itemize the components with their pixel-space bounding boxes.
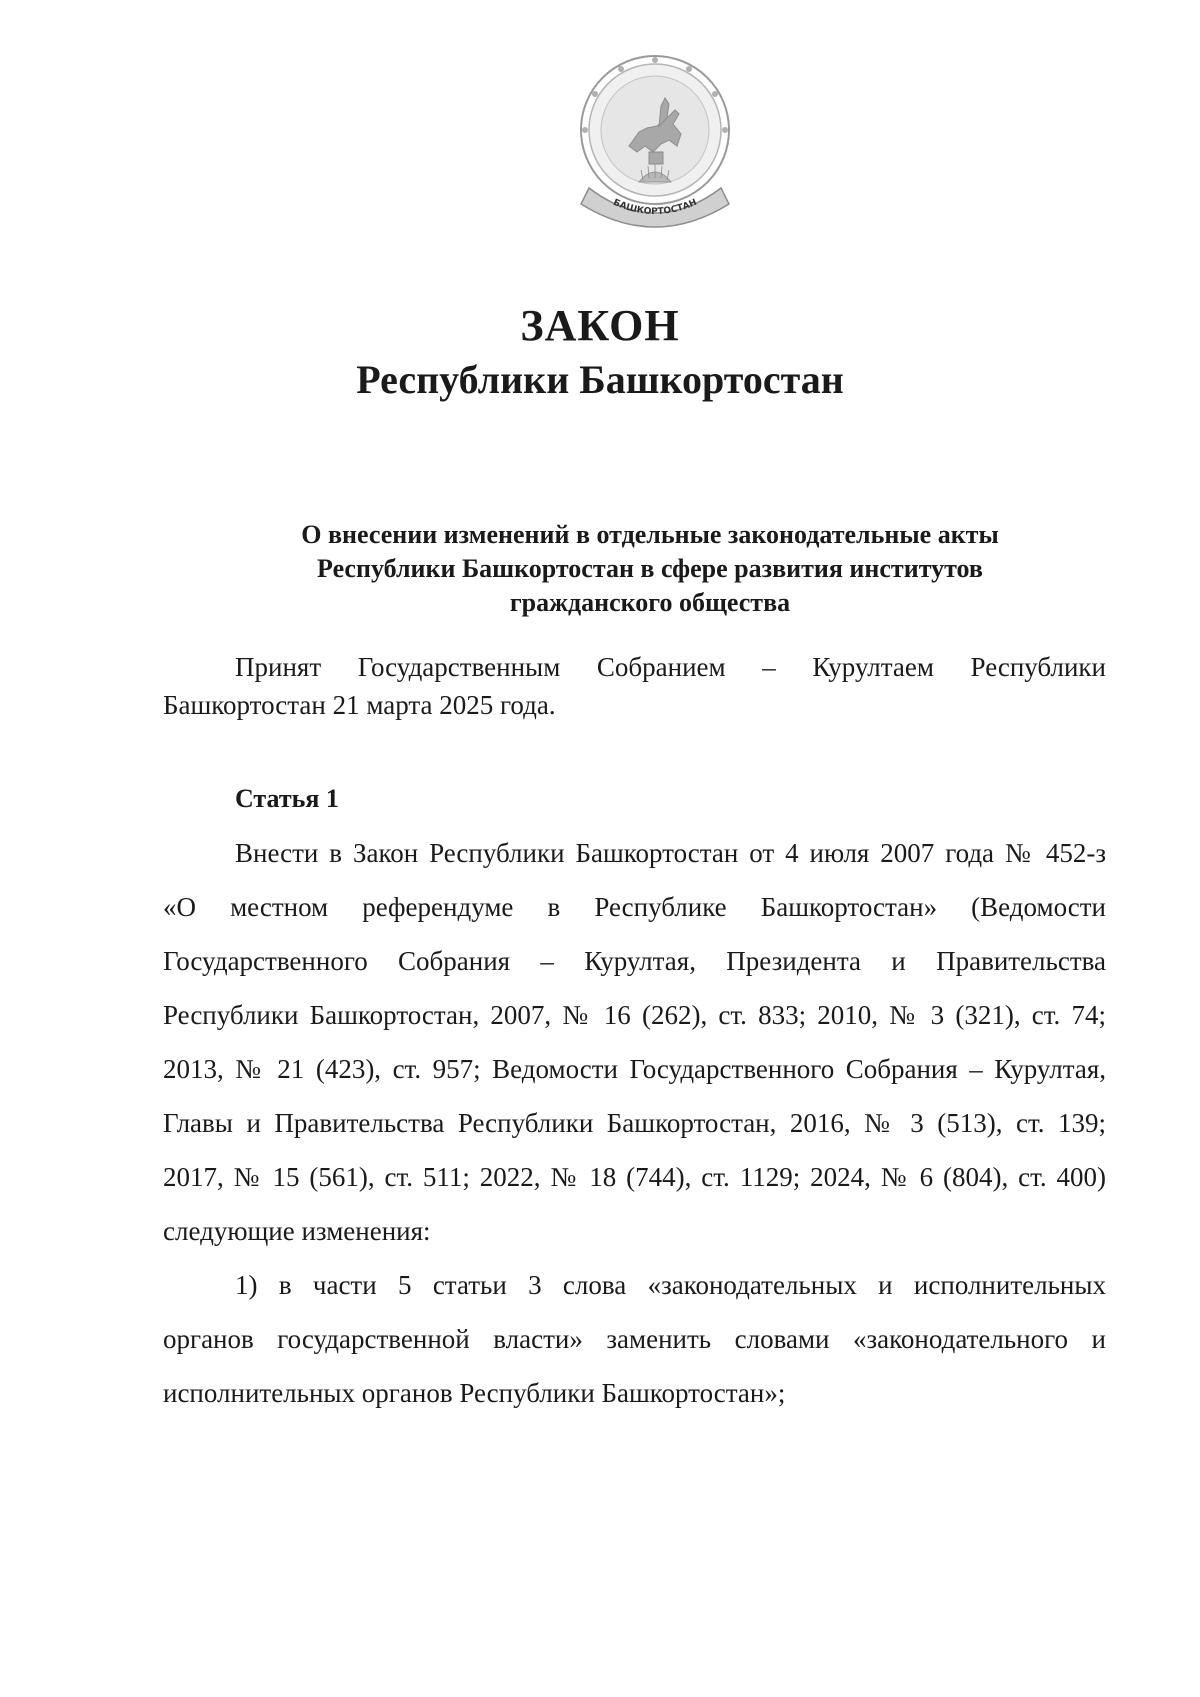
coat-of-arms-icon — [569, 48, 741, 238]
article-line: органов государственной власти» заменить словами «законодательного и — [163, 1324, 1106, 1354]
law-subtitle: Республики Башкортостан — [356, 357, 844, 402]
article-line: 2017, № 15 (561), ст. 511; 2022, № 18 (744), ст. 1129; 2024, № 6 (804), ст. 400) — [163, 1162, 1106, 1192]
heading-line: Республики Башкортостан в сфере развития институтов — [317, 554, 983, 583]
article-line: Внести в Закон Республики Башкортостан от 4 июля 2007 года № 452-з — [235, 838, 1106, 868]
article-line: Главы и Правительства Республики Башкортостан, 2016, № 3 (513), ст. 139; — [163, 1108, 1106, 1138]
article-line: следующие изменения: — [163, 1216, 431, 1246]
emblem-ribbon-text: БАШКОРТОСТАН — [611, 197, 699, 218]
article-line: «О местном референдуме в Республике Башкортостан» (Ведомости — [163, 892, 1106, 922]
article-line: 2013, № 21 (423), ст. 957; Ведомости Государственного Собрания – Курултая, — [163, 1054, 1106, 1084]
article-title: Статья 1 — [235, 784, 339, 813]
article-line: исполнительных органов Республики Башкортостан»; — [163, 1378, 786, 1408]
adoption-note — [163, 648, 1106, 724]
law-title: ЗАКОН — [520, 301, 680, 350]
article-line: 1) в части 5 статьи 3 слова «законодательных и исполнительных — [235, 1270, 1106, 1300]
article-body — [163, 826, 1106, 1420]
heading-line: гражданского общества — [509, 588, 791, 617]
adoption-line: Принят Государственным Собранием – Курултаем Республики — [235, 652, 1106, 682]
law-heading — [200, 518, 1100, 620]
article-line: Республики Башкортостан, 2007, № 16 (262), ст. 833; 2010, № 3 (321), ст. 74; — [163, 1000, 1106, 1030]
adoption-line: Башкортостан 21 марта 2025 года. — [163, 690, 556, 720]
article-line: Государственного Собрания – Курултая, Президента и Правительства — [163, 946, 1106, 976]
heading-line: О внесении изменений в отдельные законодательные акты — [301, 520, 999, 549]
